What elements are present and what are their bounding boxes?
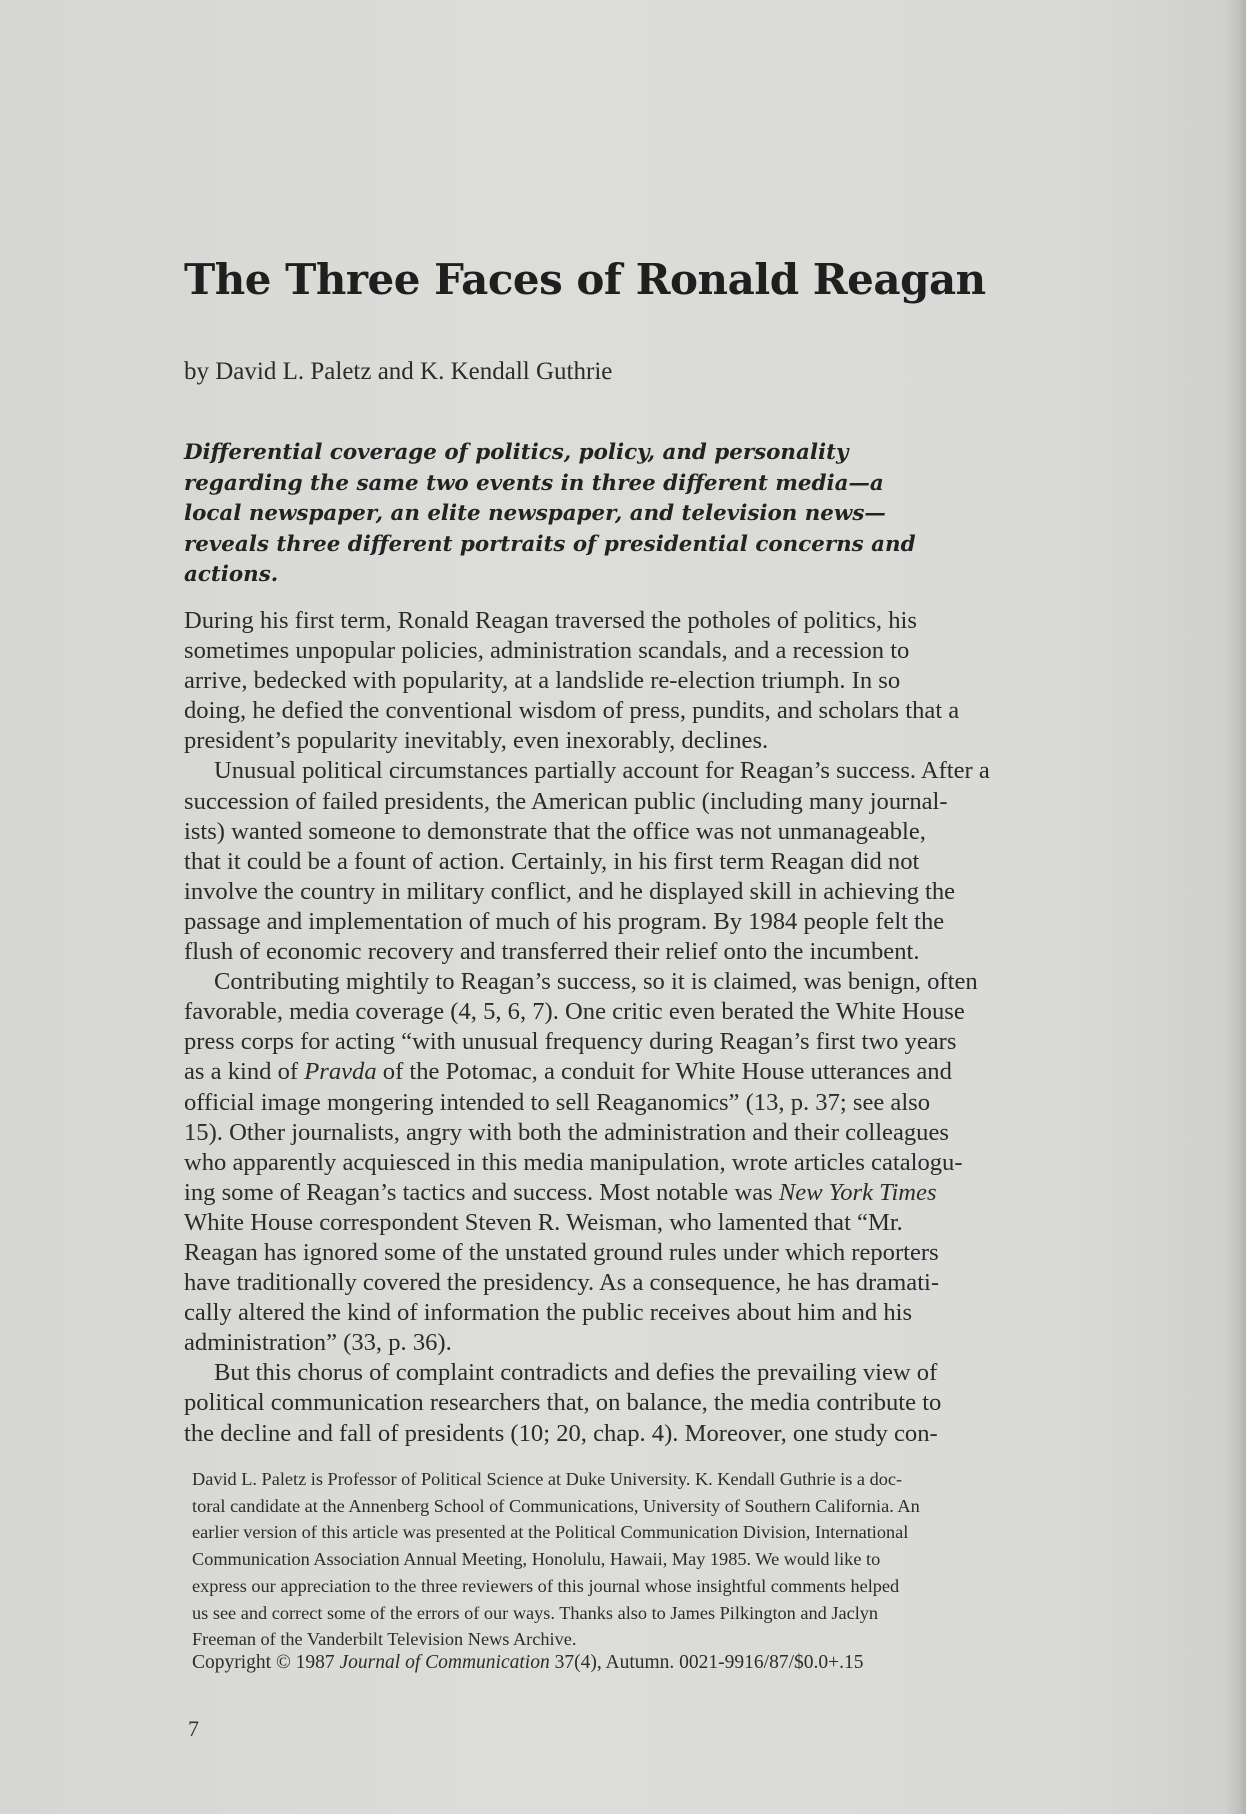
body-line: arrive, bedecked with popularity, at a landslide re-election triumph. In so [184, 667, 901, 695]
body-text [184, 606, 1124, 1449]
body-line: succession of failed presidents, the American public (including many journal- [184, 787, 948, 815]
body-line: passage and implementation of much of his program. By 1984 people felt the [184, 907, 945, 935]
body-line: During his first term, Ronald Reagan traversed the potholes of politics, his [184, 607, 917, 634]
page-edge-shadow [1224, 0, 1246, 1814]
body-line: the decline and fall of presidents (10; 20, chap. 4). Moreover, one study con- [184, 1419, 938, 1447]
pravda-italic: Pravda [304, 1058, 377, 1086]
body-line: administration” (33, p. 36). [184, 1329, 452, 1357]
body-line: who apparently acquiesced in this media manipulation, wrote articles catalogu- [184, 1148, 963, 1176]
author-footnote [192, 1466, 1132, 1653]
copyright-prefix: Copyright © 1987 [192, 1652, 340, 1673]
body-line: press corps for acting “with unusual frequency during Reagan’s first two years [184, 1028, 957, 1056]
abstract [184, 438, 984, 591]
body-line: involve the country in military conflict, and he displayed skill in achieving the [184, 877, 956, 905]
body-line: doing, he defied the conventional wisdom of press, pundits, and scholars that a [184, 697, 960, 725]
body-line: Unusual political circumstances partially account for Reagan’s success. After a [214, 757, 990, 785]
body-line: 15). Other journalists, angry with both the administration and their colleagues [184, 1118, 949, 1146]
abstract-line: regarding the same two events in three different media—a [184, 470, 884, 496]
body-line: president’s popularity inevitably, even inexorably, declines. [184, 727, 769, 755]
byline: by David L. Paletz and K. Kendall Guthrie [184, 358, 613, 385]
body-line: But this chorus of complaint contradicts and defies the prevailing view of [214, 1359, 938, 1387]
body-line: Reagan has ignored some of the unstated ground rules under which reporters [184, 1238, 939, 1266]
body-line: that it could be a fount of action. Certainly, in his first term Reagan did not [184, 847, 920, 875]
body-line: political communication researchers that, on balance, the media contribute to [184, 1389, 942, 1417]
body-line: sometimes unpopular policies, administration scandals, and a recession to [184, 637, 910, 665]
body-line: have traditionally covered the presidency. As a consequence, he has dramati- [184, 1269, 940, 1297]
body-line [184, 1057, 1124, 1087]
footnote-line: David L. Paletz is Professor of Political Science at Duke University. K. Kendall Guthrie is a doc- [192, 1469, 903, 1489]
body-line-segment: as a kind of [184, 1058, 305, 1086]
copyright-line [192, 1652, 863, 1674]
body-line: official image mongering intended to sell Reaganomics” (13, p. 37; see also [184, 1088, 931, 1116]
body-line: Contributing mightily to Reagan’s success, so it is claimed, was benign, often [214, 968, 978, 996]
body-line: favorable, media coverage (4, 5, 6, 7). One critic even berated the White House [184, 998, 965, 1026]
nyt-italic: New York Times [778, 1178, 937, 1206]
copyright-suffix: 37(4), Autumn. 0021-9916/87/$0.0+.15 [549, 1652, 864, 1673]
article-title: The Three Faces of Ronald Reagan [184, 255, 986, 304]
body-line: ists) wanted someone to demonstrate that the office was not unmanageable, [184, 817, 926, 845]
footnote-line: toral candidate at the Annenberg School of Communications, University of Southern California. An [192, 1495, 920, 1516]
body-line-segment: of the Potomac, a conduit for White House utterances and [376, 1058, 952, 1086]
footnote-line: Communication Association Annual Meeting, Honolulu, Hawaii, May 1985. We would like to [192, 1549, 881, 1570]
footnote-line: earlier version of this article was presented at the Political Communication Division, International [192, 1522, 909, 1543]
body-line [184, 1178, 1124, 1208]
footnote-line: Freeman of the Vanderbilt Television News Archive. [192, 1629, 577, 1650]
abstract-line: reveals three different portraits of presidential concerns and [184, 531, 916, 557]
page-number: 7 [188, 1716, 199, 1741]
footnote-line: us see and correct some of the errors of our ways. Thanks also to James Pilkington and Jaclyn [192, 1602, 879, 1623]
abstract-line: actions. [184, 562, 279, 587]
journal-name: Journal of Communication [339, 1652, 550, 1673]
abstract-line: Differential coverage of politics, policy, and personality [184, 440, 849, 465]
body-line: flush of economic recovery and transferred their relief onto the incumbent. [184, 938, 920, 966]
body-line: White House correspondent Steven R. Weisman, who lamented that “Mr. [184, 1208, 903, 1236]
body-line-segment: ing some of Reagan’s tactics and success. Most notable was [184, 1178, 779, 1206]
footnote-line: express our appreciation to the three reviewers of this journal whose insightful comments helped [192, 1575, 900, 1596]
body-line: cally altered the kind of information the public receives about him and his [184, 1299, 913, 1327]
abstract-line: local newspaper, an elite newspaper, and television news— [184, 501, 886, 526]
